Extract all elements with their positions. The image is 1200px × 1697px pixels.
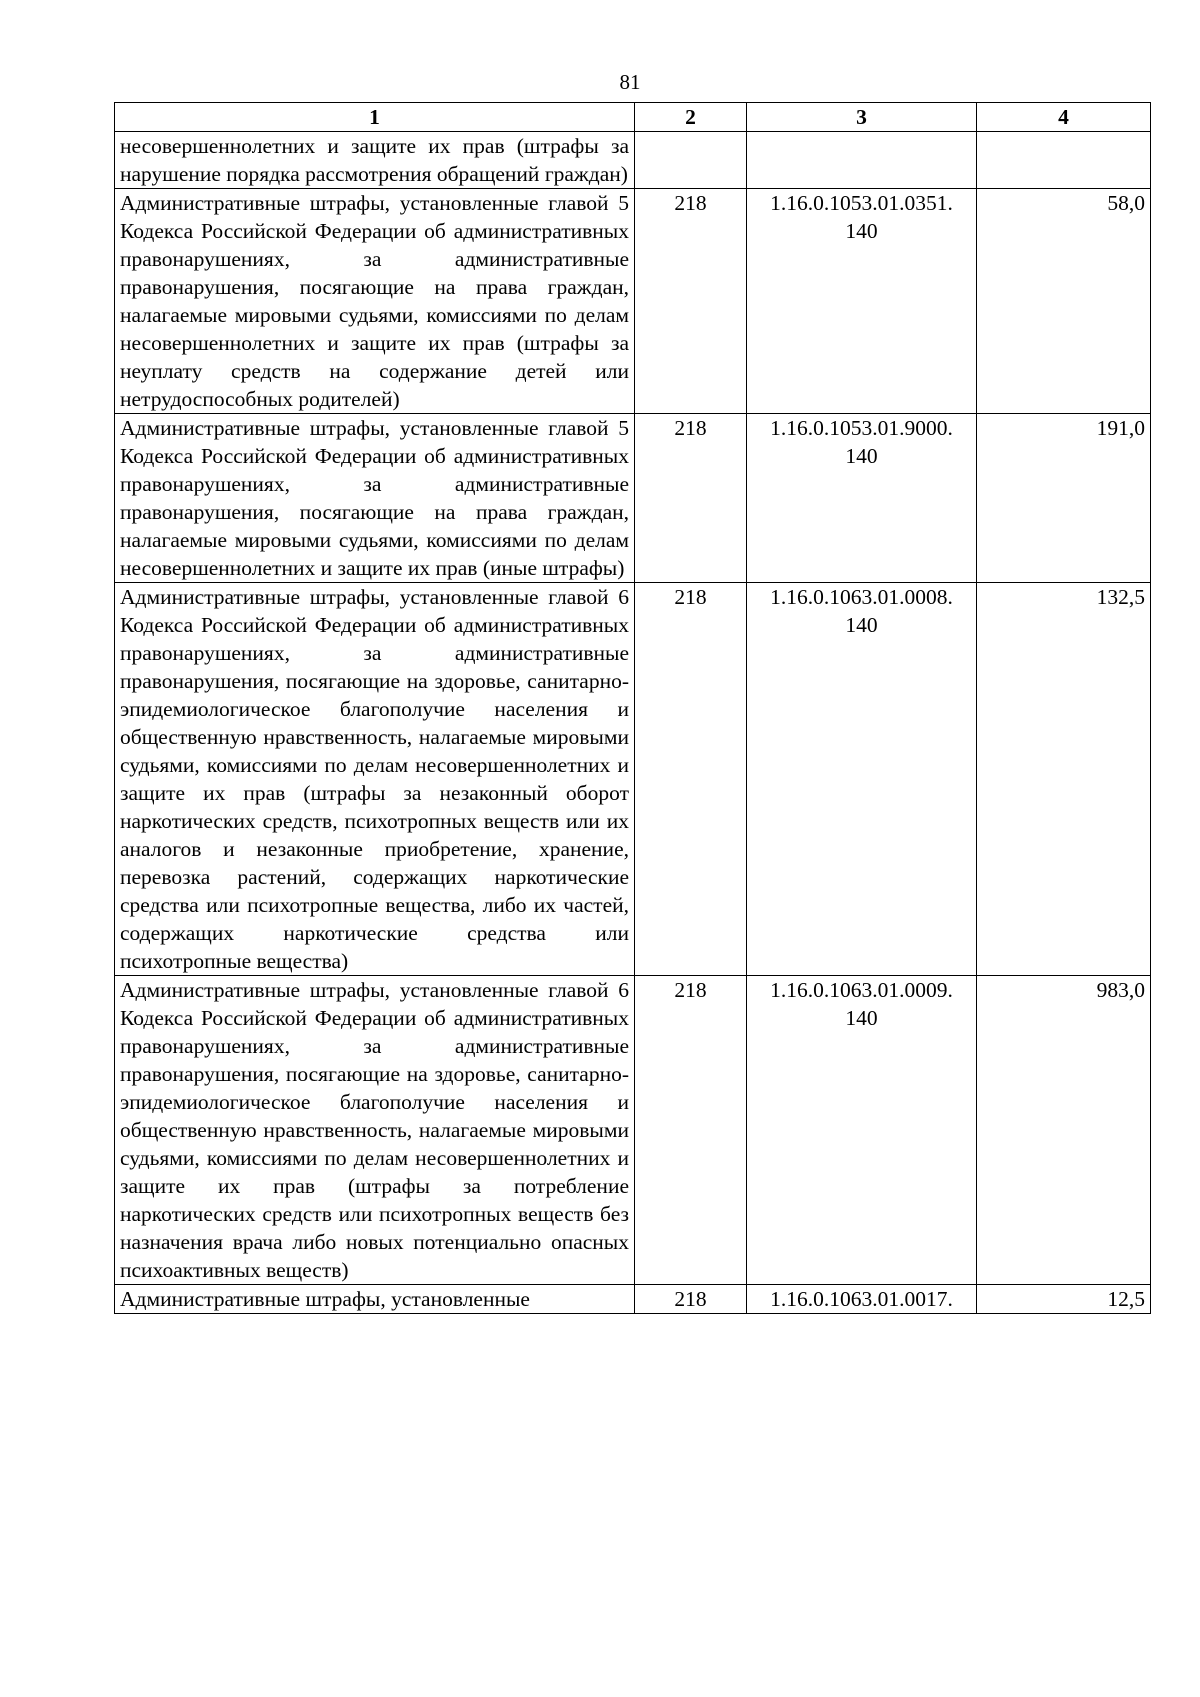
budget-code-line-1: 1.16.0.1053.01.9000. (770, 416, 953, 440)
table-row (115, 976, 1151, 1285)
table-row (115, 132, 1151, 189)
row-admin-code: 218 (635, 583, 747, 976)
row-budget-code (747, 414, 977, 583)
row-budget-code (747, 976, 977, 1285)
budget-code-line-1: 1.16.0.1063.01.0017. (770, 1287, 953, 1311)
row-description: Административные штрафы, установленные главой 5 Кодекса Российской Федерации об административных правонарушениях, за административные правонарушения, посягающие на права граждан, налагаемые мировыми судьями, комиссиями по делам несовершеннолетних и защите их прав (штрафы за неуплату средств на содержание детей или нетрудоспособных родителей) (115, 189, 635, 414)
row-amount: 12,5 (977, 1285, 1151, 1314)
row-admin-code: 218 (635, 976, 747, 1285)
page-number: 81 (619, 70, 641, 94)
table-header-row (115, 103, 1151, 132)
header-column-2: 2 (635, 103, 747, 132)
table-row (115, 189, 1151, 414)
budget-code-line-1: 1.16.0.1063.01.0008. (770, 585, 953, 609)
row-description: Административные штрафы, установленные главой 5 Кодекса Российской Федерации об административных правонарушениях, за административные правонарушения, посягающие на права граждан, налагаемые мировыми судьями, комиссиями по делам несовершеннолетних и защите их прав (иные штрафы) (115, 414, 635, 583)
header-column-4: 4 (977, 103, 1151, 132)
row-amount: 983,0 (977, 976, 1151, 1285)
row-description: несовершеннолетних и защите их прав (штрафы за нарушение порядка рассмотрения обращений граждан) (115, 132, 635, 189)
row-amount: 58,0 (977, 189, 1151, 414)
table-row (115, 1285, 1151, 1314)
budget-code-line-1: 1.16.0.1053.01.0351. (770, 191, 953, 215)
row-description: Административные штрафы, установленные главой 6 Кодекса Российской Федерации об административных правонарушениях, за административные правонарушения, посягающие на здоровье, санитарно-эпидемиологическое благополучие населения и общественную нравственность, налагаемые мировыми судьями, комиссиями по делам несовершеннолетних и защите их прав (штрафы за потребление наркотических средств или психотропных веществ без назначения врача либо новых потенциально опасных психоактивных веществ) (115, 976, 635, 1285)
row-budget-code (747, 583, 977, 976)
header-column-3: 3 (747, 103, 977, 132)
table-row (115, 583, 1151, 976)
row-amount: 132,5 (977, 583, 1151, 976)
table-row (115, 414, 1151, 583)
row-admin-code: 218 (635, 189, 747, 414)
row-admin-code: 218 (635, 1285, 747, 1314)
budget-table (114, 102, 1151, 1314)
row-admin-code (635, 132, 747, 189)
row-budget-code (747, 132, 977, 189)
row-description: Административные штрафы, установленные (115, 1285, 635, 1314)
row-budget-code (747, 1285, 977, 1314)
header-column-1: 1 (115, 103, 635, 132)
row-amount: 191,0 (977, 414, 1151, 583)
row-admin-code: 218 (635, 414, 747, 583)
row-amount (977, 132, 1151, 189)
budget-code-line-2: 140 (845, 219, 878, 243)
budget-code-line-2: 140 (845, 613, 878, 637)
budget-code-line-2: 140 (845, 444, 878, 468)
row-budget-code (747, 189, 977, 414)
row-description: Административные штрафы, установленные главой 6 Кодекса Российской Федерации об административных правонарушениях, за административные правонарушения, посягающие на здоровье, санитарно-эпидемиологическое благополучие населения и общественную нравственность, налагаемые мировыми судьями, комиссиями по делам несовершеннолетних и защите их прав (штрафы за незаконный оборот наркотических средств, психотропных веществ или их аналогов и незаконные приобретение, хранение, перевозка растений, содержащих наркотические средства или психотропные вещества, либо их частей, содержащих наркотические средства или психотропные вещества) (115, 583, 635, 976)
budget-code-line-2: 140 (845, 1006, 878, 1030)
budget-code-line-1: 1.16.0.1063.01.0009. (770, 978, 953, 1002)
